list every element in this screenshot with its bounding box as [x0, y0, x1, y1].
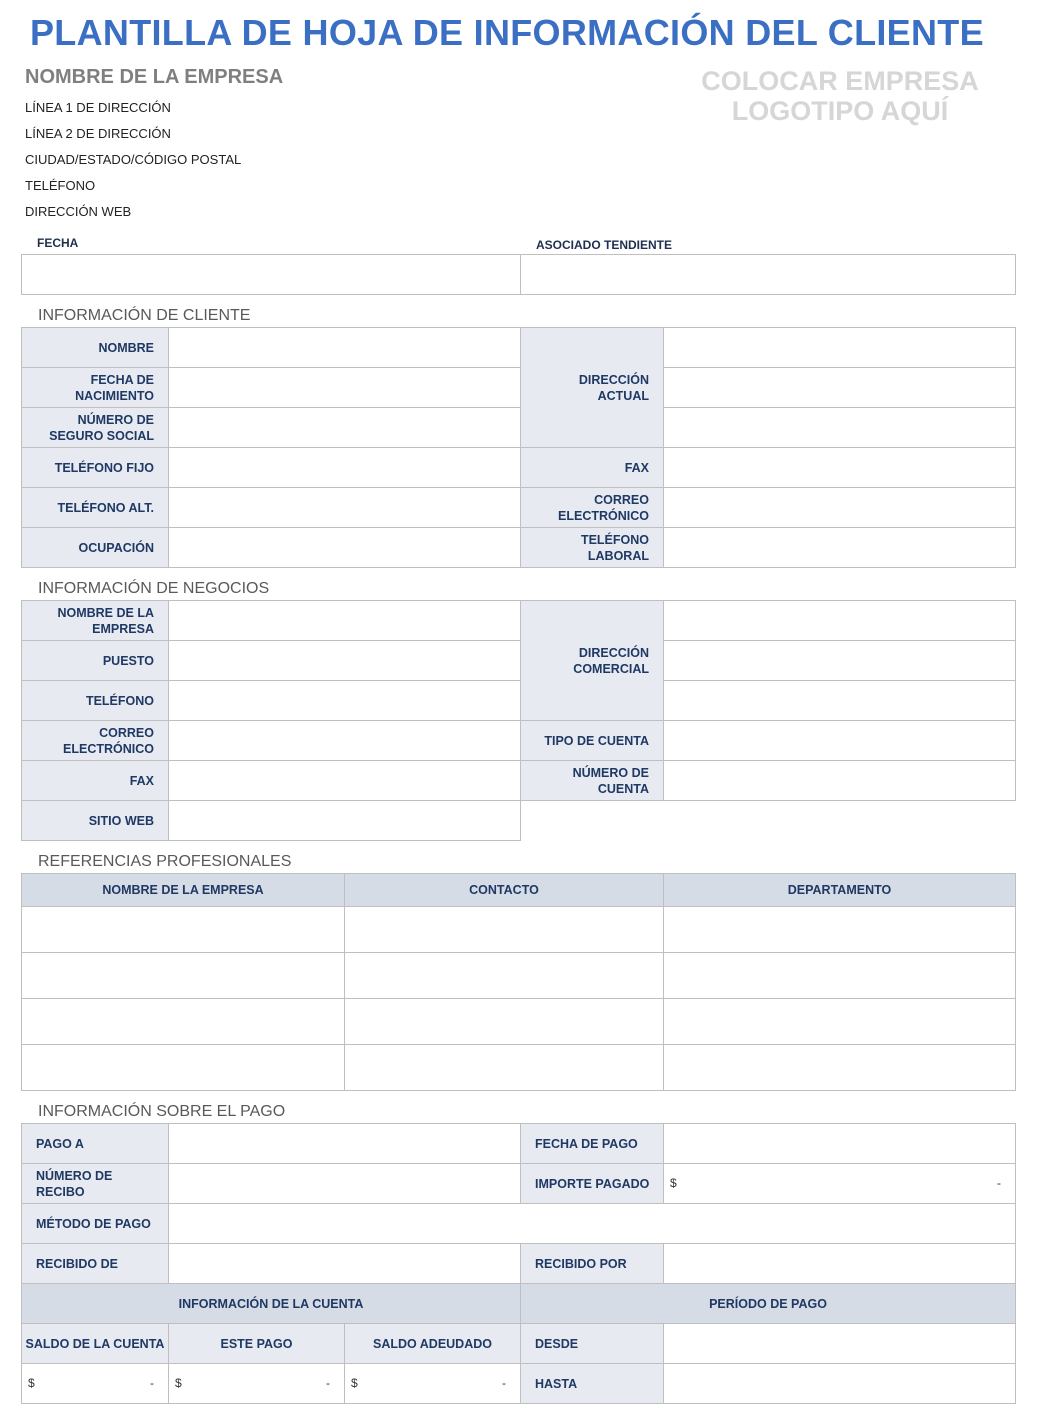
client-fax-label: FAX	[520, 447, 664, 488]
business-phone-label: TELÉFONO	[21, 680, 169, 721]
pay-date-label: FECHA DE PAGO	[520, 1123, 664, 1164]
this-payment-value: -	[326, 1376, 330, 1390]
payment-method-field[interactable]	[168, 1203, 1016, 1244]
client-address-label	[520, 327, 664, 448]
period-to-field[interactable]	[663, 1363, 1016, 1404]
payment-section-title: INFORMACIÓN SOBRE EL PAGO	[38, 1103, 286, 1120]
pay-date-field[interactable]	[663, 1123, 1016, 1164]
balance-due-label: SALDO ADEUDADO	[344, 1323, 521, 1364]
amount-paid-value: -	[997, 1176, 1001, 1190]
reference-4-department[interactable]	[663, 1044, 1016, 1091]
client-ssn-field[interactable]	[168, 407, 521, 448]
business-company-label	[21, 600, 169, 641]
received-from-label: RECIBIDO DE	[21, 1243, 169, 1284]
reference-4-contact[interactable]	[344, 1044, 664, 1091]
client-email-field[interactable]	[663, 487, 1016, 528]
client-section-title: INFORMACIÓN DE CLIENTE	[38, 307, 251, 324]
client-address-field-1[interactable]	[663, 327, 1016, 368]
account-info-header: INFORMACIÓN DE LA CUENTA	[21, 1283, 521, 1324]
business-email-text: CORREO ELECTRÓNICO	[63, 725, 154, 756]
business-company-field[interactable]	[168, 600, 521, 641]
address-line-1: LÍNEA 1 DE DIRECCIÓN	[25, 100, 171, 115]
reference-2-department[interactable]	[663, 952, 1016, 999]
client-occupation-label: OCUPACIÓN	[21, 527, 169, 568]
business-email-label	[21, 720, 169, 761]
received-by-field[interactable]	[663, 1243, 1016, 1284]
business-position-field[interactable]	[168, 640, 521, 681]
business-company-text: NOMBRE DE LA EMPRESA	[57, 605, 154, 636]
reference-1-contact[interactable]	[344, 906, 664, 953]
business-website-field[interactable]	[168, 800, 521, 841]
client-phone-label: TELÉFONO FIJO	[21, 447, 169, 488]
period-from-label: DESDE	[520, 1323, 664, 1364]
received-from-field[interactable]	[168, 1243, 521, 1284]
client-occupation-field[interactable]	[168, 527, 521, 568]
period-from-field[interactable]	[663, 1323, 1016, 1364]
reference-1-company[interactable]	[21, 906, 345, 953]
balance-due-field[interactable]	[344, 1363, 521, 1404]
business-phone-field[interactable]	[168, 680, 521, 721]
client-birth-label: FECHA DE NACIMIENTO	[21, 367, 169, 408]
business-account-type-field[interactable]	[663, 720, 1016, 761]
balance-due-value: -	[502, 1376, 506, 1390]
business-account-number-text: NÚMERO DE CUENTA	[572, 765, 649, 796]
business-account-number-label	[520, 760, 664, 801]
amount-paid-field[interactable]	[663, 1163, 1016, 1204]
this-payment-currency: $	[175, 1376, 182, 1390]
client-address-text: DIRECCIÓN ACTUAL	[578, 372, 649, 403]
logo-placeholder	[690, 66, 990, 126]
business-account-number-field[interactable]	[663, 760, 1016, 801]
business-address-label	[520, 600, 664, 721]
page-title: PLANTILLA DE HOJA DE INFORMACIÓN DEL CLIENTE	[30, 12, 984, 53]
client-alt-phone-field[interactable]	[168, 487, 521, 528]
period-to-label: HASTA	[520, 1363, 664, 1404]
balance-due-currency: $	[351, 1376, 358, 1390]
references-col-department: DEPARTAMENTO	[663, 873, 1016, 907]
date-field[interactable]	[21, 254, 521, 295]
reference-3-contact[interactable]	[344, 998, 664, 1045]
account-balance-value: -	[150, 1376, 154, 1390]
client-name-label: NOMBRE	[21, 327, 169, 368]
account-balance-currency: $	[28, 1376, 35, 1390]
receipt-number-label: NÚMERO DE RECIBO	[21, 1163, 169, 1204]
received-by-label: RECIBIDO POR	[520, 1243, 664, 1284]
pay-period-header: PERÍODO DE PAGO	[520, 1283, 1016, 1324]
associate-field[interactable]	[520, 254, 1016, 295]
pay-to-label: PAGO A	[21, 1123, 169, 1164]
payment-method-label: MÉTODO DE PAGO	[21, 1203, 169, 1244]
reference-4-company[interactable]	[21, 1044, 345, 1091]
client-work-phone-field[interactable]	[663, 527, 1016, 568]
receipt-number-field[interactable]	[168, 1163, 521, 1204]
city-state-zip: CIUDAD/ESTADO/CÓDIGO POSTAL	[25, 152, 242, 167]
reference-2-contact[interactable]	[344, 952, 664, 999]
company-name: NOMBRE DE LA EMPRESA	[25, 66, 284, 88]
client-work-phone-label	[520, 527, 664, 568]
client-alt-phone-label: TELÉFONO ALT.	[21, 487, 169, 528]
business-address-field-2[interactable]	[663, 640, 1016, 681]
reference-3-company[interactable]	[21, 998, 345, 1045]
business-section-title: INFORMACIÓN DE NEGOCIOS	[38, 580, 270, 597]
client-phone-field[interactable]	[168, 447, 521, 488]
client-birth-field[interactable]	[168, 367, 521, 408]
client-address-field-3[interactable]	[663, 407, 1016, 448]
associate-label: ASOCIADO TENDIENTE	[536, 238, 673, 252]
business-email-field[interactable]	[168, 720, 521, 761]
business-fax-field[interactable]	[168, 760, 521, 801]
client-ssn-label: NÚMERO DE SEGURO SOCIAL	[21, 407, 169, 448]
amount-paid-currency: $	[670, 1176, 677, 1190]
pay-to-field[interactable]	[168, 1123, 521, 1164]
business-fax-label: FAX	[21, 760, 169, 801]
reference-2-company[interactable]	[21, 952, 345, 999]
business-address-field-1[interactable]	[663, 600, 1016, 641]
business-website-label: SITIO WEB	[21, 800, 169, 841]
client-email-text: CORREO ELECTRÓNICO	[558, 492, 649, 523]
business-account-type-label: TIPO DE CUENTA	[520, 720, 664, 761]
client-name-field[interactable]	[168, 327, 521, 368]
address-line-2: LÍNEA 2 DE DIRECCIÓN	[25, 126, 171, 141]
amount-paid-label: IMPORTE PAGADO	[520, 1163, 664, 1204]
business-position-label: PUESTO	[21, 640, 169, 681]
company-phone: TELÉFONO	[25, 178, 96, 193]
client-work-phone-text: TELÉFONO LABORAL	[580, 532, 649, 563]
account-balance-field[interactable]	[21, 1363, 169, 1404]
this-payment-label: ESTE PAGO	[168, 1323, 345, 1364]
reference-1-department[interactable]	[663, 906, 1016, 953]
date-label: FECHA	[37, 236, 79, 250]
business-address-text: DIRECCIÓN COMERCIAL	[573, 645, 649, 676]
references-col-company: NOMBRE DE LA EMPRESA	[21, 873, 345, 907]
client-email-label	[520, 487, 664, 528]
client-fax-field[interactable]	[663, 447, 1016, 488]
logo-line-1: COLOCAR EMPRESA	[701, 66, 979, 96]
company-web: DIRECCIÓN WEB	[25, 204, 132, 219]
references-col-contact: CONTACTO	[344, 873, 664, 907]
reference-3-department[interactable]	[663, 998, 1016, 1045]
logo-line-2: LOGOTIPO AQUÍ	[731, 96, 949, 126]
this-payment-field[interactable]	[168, 1363, 345, 1404]
business-address-field-3[interactable]	[663, 680, 1016, 721]
client-address-field-2[interactable]	[663, 367, 1016, 408]
references-section-title: REFERENCIAS PROFESIONALES	[38, 853, 292, 870]
account-balance-label: SALDO DE LA CUENTA	[21, 1323, 169, 1364]
